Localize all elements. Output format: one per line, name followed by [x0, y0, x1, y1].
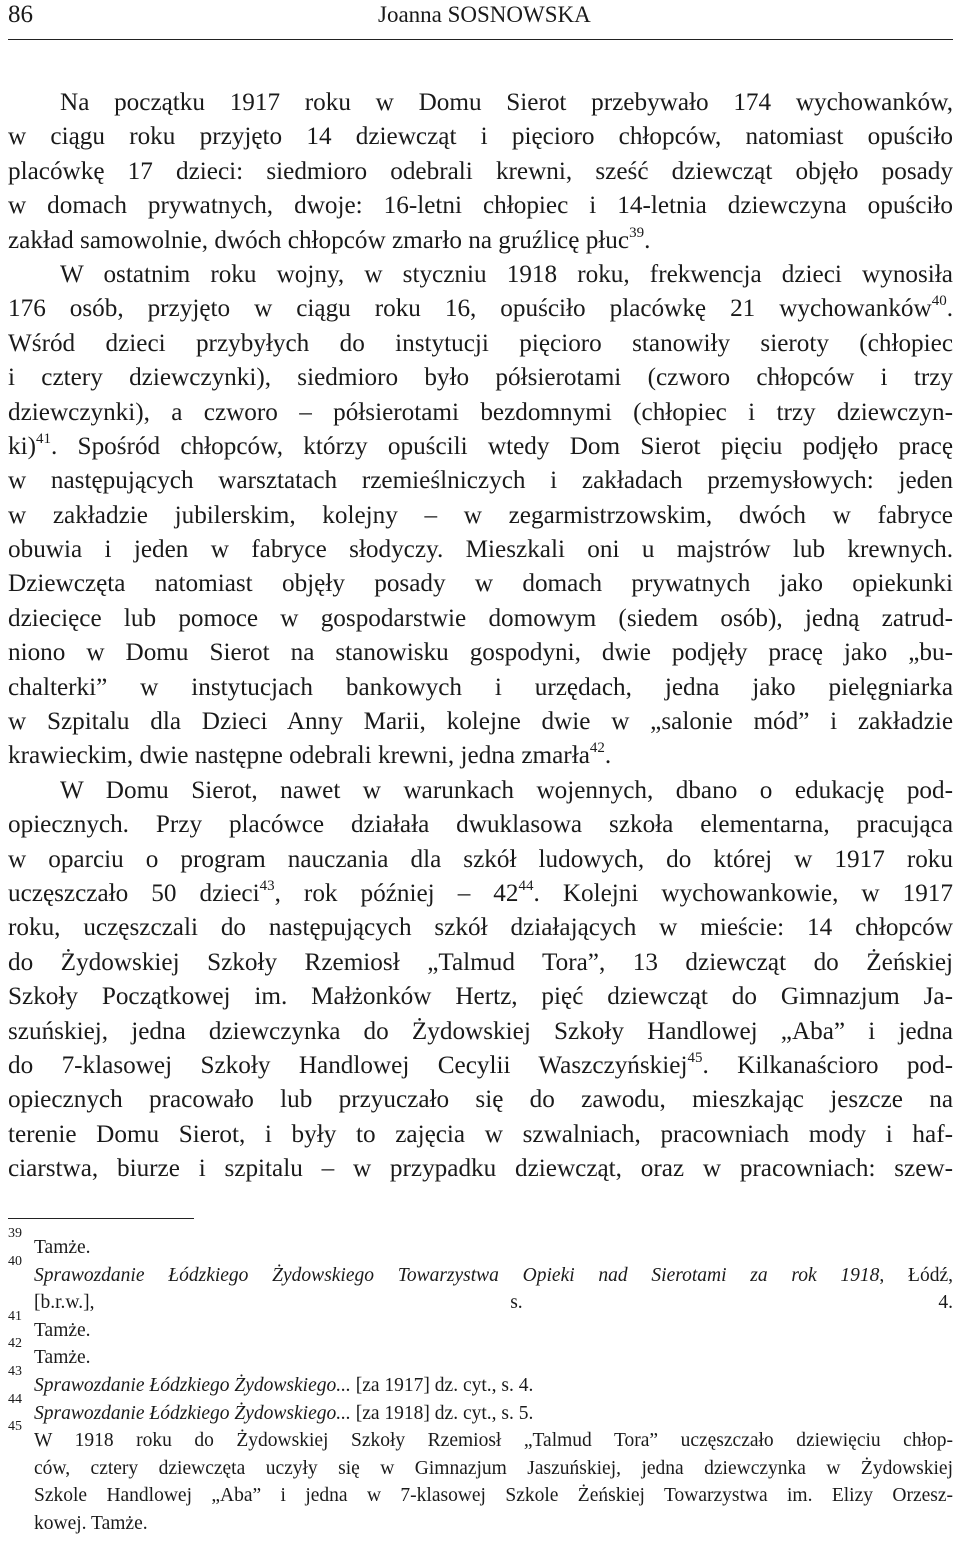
line-text: w zakładzie jubilerskim, kolejny – w zegarmistrzowskim, dwóch w fabryce	[8, 501, 953, 529]
footnote-citation: Szkole Handlowej „Aba” i jedna w 7-klasowej Szkole Żeńskiej Towarzystwa im. Elizy Orzesz-	[34, 1485, 953, 1507]
body-line	[8, 1118, 953, 1152]
line-text: ciarstwa, biurze i szpitalu – w przypadku dziewcząt, oraz w pracowniach: szew-	[8, 1155, 953, 1183]
running-head-author: Joanna SOSNOWSKA	[378, 2, 591, 27]
line-text: w Szpitalu dla Dzieci Anny Marii, kolejne dwie w „salonie mód” i zakładzie	[8, 708, 953, 736]
footnote-number: 42	[8, 1336, 22, 1352]
body-line	[8, 155, 953, 189]
line-text: do 7-klasowej Szkoły Handlowej Cecylii Waszczyńskiej	[8, 1051, 688, 1079]
body-line	[8, 1015, 953, 1049]
body-line	[8, 877, 953, 911]
footnote-title: Sprawozdanie Łódzkiego Żydowskiego...	[34, 1402, 351, 1424]
footnote-line	[8, 1289, 953, 1317]
body-line	[8, 189, 953, 223]
footnote-text	[34, 1372, 953, 1400]
footnote-text	[34, 1455, 953, 1483]
line-text: obuwia i jeden w fabryce słodyczy. Mieszkali oni u majstrów lub krewnych.	[8, 536, 953, 564]
line-text: i cztery dziewczynki), siedmioro było półsierotami (czworo chłopców i trzy	[8, 364, 953, 392]
footnote-number: 43	[8, 1363, 22, 1379]
footnote-line	[8, 1308, 953, 1345]
line-text: terenie Domu Sierot, i były to zajęcia w szwalniach, pracowniach mody i haf-	[8, 1120, 953, 1148]
page-number: 86	[8, 1, 33, 28]
footnotes	[8, 1226, 953, 1538]
line-text: niono w Domu Sierot na stanowisku gospodyni, dwie podjęły pracę jako „bu-	[8, 639, 953, 667]
body-line	[8, 1152, 953, 1186]
line-text: w oparciu o program nauczania dla szkół ludowych, do której w 1917 roku	[8, 845, 953, 873]
body-text	[8, 86, 953, 1187]
line-text: 176 osób, przyjęto w ciągu roku 16, opuściło placówkę 21 wychowanków	[8, 295, 932, 323]
footnote-line	[8, 1363, 953, 1400]
footnote-text	[34, 1400, 953, 1428]
line-text: . Kilkanaścioro pod-	[702, 1051, 953, 1079]
body-line	[8, 602, 953, 636]
footnote-text	[34, 1510, 953, 1538]
line-text: Dziewczęta natomiast objęły posady w domach prywatnych jako opiekunki	[8, 570, 953, 598]
body-line	[8, 808, 953, 842]
body-line	[8, 946, 953, 980]
body-line	[8, 327, 953, 361]
body-line	[8, 911, 953, 945]
line-text: krawieckim, dwie następne odebrali krewni, jedna zmarła	[8, 742, 590, 770]
line-text: . Kolejni wychowankowie, w 1917	[533, 879, 953, 907]
body-line	[8, 86, 953, 120]
footnote-line	[8, 1226, 953, 1262]
footnote-number: 41	[8, 1308, 22, 1324]
footnote-ref: 42	[589, 740, 605, 757]
footnote-citation: [za 1918] dz. cyt., s. 5.	[350, 1402, 534, 1424]
line-text: dziewczynki), a czworo – półsierotami bezdomnymi (chłopiec i trzy dziewczyn-	[8, 398, 953, 426]
line-text: W Domu Sierot, nawet w warunkach wojennych, dbano o edukację pod-	[60, 776, 953, 804]
line-text: .	[644, 226, 651, 254]
body-line	[8, 464, 953, 498]
line-text: ki)	[8, 432, 36, 460]
footnote-citation: [za 1917] dz. cyt., s. 4.	[350, 1374, 534, 1396]
body-line	[8, 636, 953, 670]
line-text: Szkoły Początkowej im. Małżonków Hertz, pięć dziewcząt do Gimnazjum Ja-	[8, 983, 953, 1011]
footnote-citation: ców, cztery dziewczęta uczyły się w Gimnazjum Jaszuńskiej, jedna dziewczynka w Żydowskiej	[34, 1457, 953, 1479]
footnote-ref: 41	[35, 430, 51, 447]
body-line	[8, 430, 953, 464]
line-text: roku, uczęszczali do następujących szkół działających w mieście: 14 chłopców	[8, 914, 953, 942]
line-text: placówkę 17 dzieci: siedmioro odebrali krewni, sześć dziewcząt objęło posady	[8, 157, 953, 185]
footnote-text	[34, 1317, 953, 1345]
body-line	[8, 396, 953, 430]
footnote-number: 40	[8, 1253, 22, 1269]
footnote-citation: Tamże.	[34, 1347, 91, 1369]
footnote-text	[34, 1234, 953, 1262]
body-line	[8, 705, 953, 739]
footnote-ref: 40	[931, 293, 947, 310]
footnote-text	[34, 1289, 953, 1317]
body-line	[8, 739, 953, 773]
line-text: .	[604, 742, 612, 770]
line-text: chalterki” w instytucjach bankowych i urzędach, jedna jako pielęgniarka	[8, 673, 953, 701]
footnote-line	[8, 1419, 953, 1455]
body-line	[8, 499, 953, 533]
body-line	[8, 120, 953, 154]
footnote-citation: Tamże.	[34, 1237, 91, 1258]
footnote-citation: kowej. Tamże.	[34, 1512, 148, 1534]
body-line	[8, 567, 953, 601]
line-text: . Spośród chłopców, którzy opuścili wtedy Dom Sierot pięciu podjęło pracę	[50, 432, 953, 460]
footnote-line	[8, 1510, 953, 1538]
footnote-text	[34, 1482, 953, 1510]
footnote-separator	[8, 1218, 194, 1219]
footnote-citation: Tamże.	[34, 1319, 91, 1341]
footnote-text	[34, 1427, 953, 1455]
body-line	[8, 361, 953, 395]
line-text: w domach prywatnych, dwoje: 16-letni chłopiec i 14-letnia dziewczyna opuściło	[8, 192, 953, 220]
body-line	[8, 671, 953, 705]
footnote-title: Sprawozdanie Łódzkiego Żydowskiego...	[34, 1374, 351, 1396]
body-line	[8, 533, 953, 567]
line-text: w ciągu roku przyjęto 14 dziewcząt i pięcioro chłopców, natomiast opuściło	[8, 123, 953, 151]
running-header	[8, 0, 953, 40]
line-text: opiecznych pracowało lub przyuczało się do zawodu, mieszkając jeszcze na	[8, 1086, 953, 1114]
body-line	[8, 292, 953, 326]
footnote-number: 44	[8, 1391, 22, 1407]
body-line	[8, 774, 953, 808]
footnote-line	[8, 1482, 953, 1510]
footnote-ref: 45	[687, 1049, 703, 1066]
line-text: opiecznych. Przy placówce działała dwuklasowa szkoła elementarna, pracująca	[8, 811, 953, 839]
line-text: szuńskiej, jedna dziewczynka do Żydowskiej Szkoły Handlowej „Aba” i jedna	[8, 1017, 953, 1045]
line-text: do Żydowskiej Szkoły Rzemiosł „Talmud Tora”, 13 dziewcząt do Żeńskiej	[8, 948, 953, 976]
footnote-ref: 44	[518, 877, 534, 894]
line-text: Na początku 1917 roku w Domu Sierot przebywało 174 wychowanków,	[60, 89, 953, 116]
body-line	[8, 1049, 953, 1083]
footnote-text	[34, 1262, 953, 1290]
footnote-ref: 43	[259, 877, 275, 894]
body-line	[8, 258, 953, 292]
footnote-text	[34, 1344, 953, 1372]
footnote-title: Sprawozdanie Łódzkiego Żydowskiego Towarzystwa Opieki nad Sierotami za rok 1918	[34, 1264, 880, 1286]
line-text: .	[946, 295, 953, 323]
footnote-line	[8, 1336, 953, 1372]
line-text: Wśród dzieci przybyłych do instytucji pięcioro stanowiły sieroty (chłopiec	[8, 329, 953, 357]
line-text: , rok później – 42	[274, 879, 519, 907]
footnote-number: 45	[8, 1419, 22, 1435]
line-text: uczęszczało 50 dzieci	[8, 879, 260, 907]
line-text: w następujących warsztatach rzemieślniczych i zakładach przemysłowych: jeden	[8, 467, 953, 495]
line-text: W ostatnim roku wojny, w styczniu 1918 roku, frekwencja dzieci wynosiła	[60, 260, 953, 288]
footnote-citation: W 1918 roku do Żydowskiej Szkoły Rzemiosł „Talmud Tora” uczęszczało dziewięciu chłop-	[34, 1430, 953, 1452]
line-text: dziecięce lub pomoce w gospodarstwie domowym (siedem osób), jedną zatrud-	[8, 604, 953, 632]
footnote-citation: [b.r.w.], s. 4.	[34, 1292, 953, 1314]
footnote-ref: 39	[629, 224, 645, 241]
body-line	[8, 843, 953, 877]
footnote-line	[8, 1253, 953, 1290]
header-rule	[8, 39, 953, 40]
line-text: zakład samowolnie, dwóch chłopców zmarło na gruźlicę płuc	[8, 226, 630, 254]
footnote-number: 39	[8, 1226, 22, 1241]
body-line	[8, 980, 953, 1014]
footnote-citation: , Łódź,	[879, 1264, 953, 1286]
footnote-line	[8, 1455, 953, 1483]
body-line	[8, 224, 953, 258]
body-line	[8, 1083, 953, 1117]
footnote-line	[8, 1391, 953, 1428]
